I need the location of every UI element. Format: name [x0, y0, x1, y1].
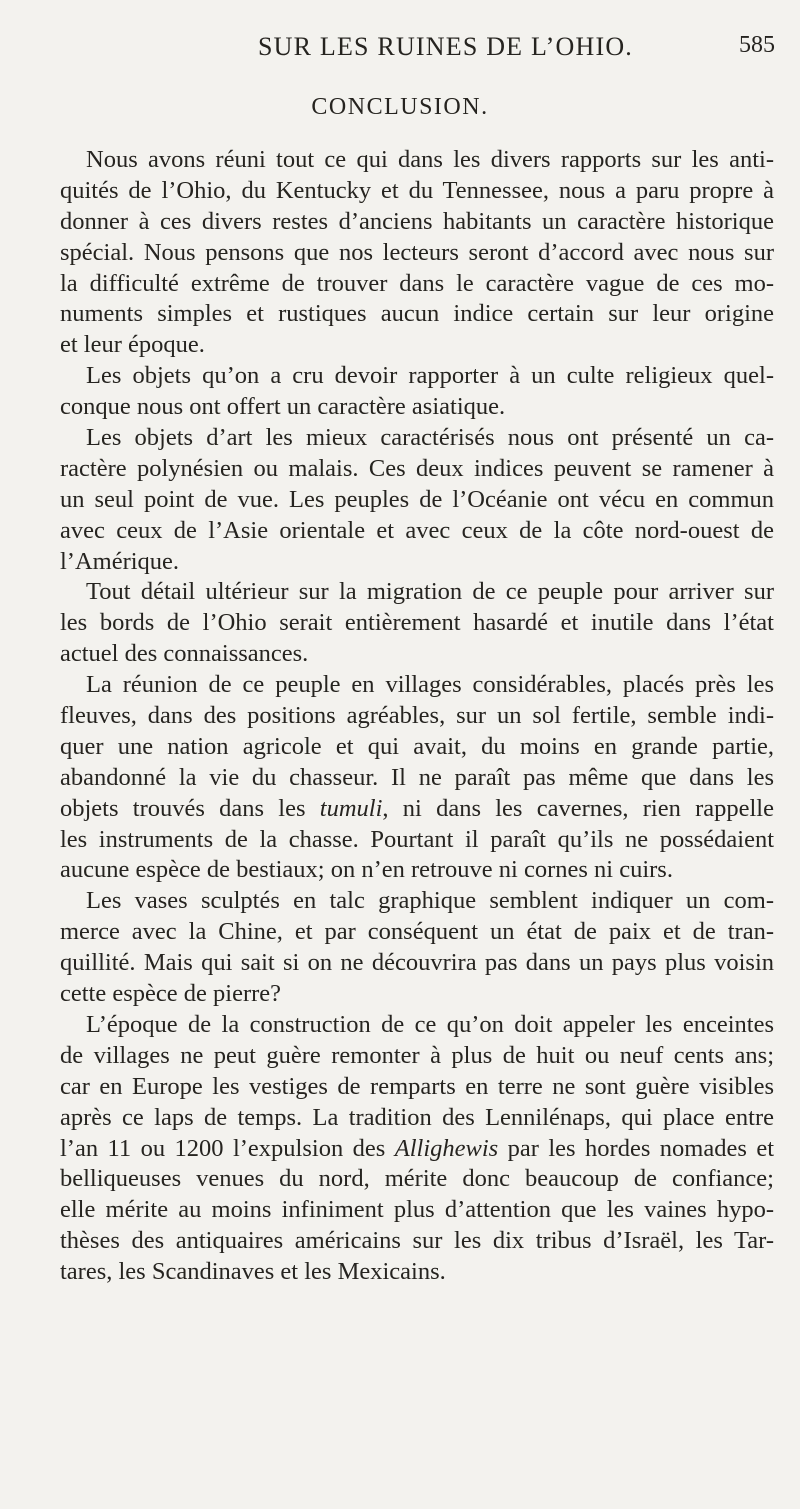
- text-line-tumuli: [60, 794, 774, 825]
- text-line: elle mérite au moins infiniment plus d’attention que les vaines hypo-: [60, 1196, 774, 1224]
- text-line: conque nous ont offert un caractère asiatique.: [60, 393, 506, 421]
- running-title: SUR LES RUINES DE L’OHIO.: [258, 32, 633, 61]
- text-line: cette espèce de pierre?: [60, 980, 282, 1008]
- text-line-allighewis: [60, 1134, 774, 1165]
- text-line: merce avec la Chine, et par conséquent un état de paix et de tran-: [60, 918, 774, 946]
- text-line: La réunion de ce peuple en villages considérables, placés près les: [86, 671, 774, 699]
- text-line: Les objets qu’on a cru devoir rapporter à un culte religieux quel-: [86, 362, 774, 390]
- text-line-part: objets trouvés dans les: [60, 794, 320, 822]
- text-line: la difficulté extrême de trouver dans le caractère vague de ces mo-: [60, 269, 774, 297]
- italic-term-tumuli: tumuli: [319, 794, 383, 822]
- text-line-part: par les hordes nomades et: [498, 1134, 775, 1162]
- text-line: Les vases sculptés en talc graphique semblent indiquer un com-: [86, 887, 774, 915]
- text-line: tares, les Scandinaves et les Mexicains.: [60, 1258, 446, 1286]
- text-line: Les objets d’art les mieux caractérisés nous ont présenté un ca-: [86, 424, 774, 452]
- text-line: après ce laps de temps. La tradition des Lennilénaps, qui place entre: [60, 1103, 774, 1131]
- text-line: belliqueuses venues du nord, mérite donc beaucoup de confiance;: [60, 1165, 774, 1193]
- running-head: [0, 32, 800, 72]
- section-title: CONCLUSION.: [311, 94, 489, 120]
- text-line: avec ceux de l’Asie orientale et avec ceux de la côte nord-ouest de: [60, 516, 774, 544]
- text-line: Nous avons réuni tout ce qui dans les divers rapports sur les anti-: [86, 146, 774, 173]
- text-line: l’Amérique.: [60, 547, 180, 575]
- text-line: donner à ces divers restes d’anciens habitants un caractère historique: [60, 207, 774, 235]
- text-line: quer une nation agricole et qui avait, du moins en grande partie,: [60, 732, 774, 760]
- text-line: quités de l’Ohio, du Kentucky et du Tennessee, nous a paru propre à: [60, 176, 774, 204]
- text-line: quillité. Mais qui sait si on ne découvrira pas dans un pays plus voisin: [60, 949, 774, 977]
- italic-term-allighewis: Allighewis: [394, 1134, 499, 1162]
- text-line: aucune espèce de bestiaux; on n’en retrouve ni cornes ni cuirs.: [60, 856, 673, 884]
- page-number: 585: [739, 32, 775, 58]
- text-line: fleuves, dans des positions agréables, sur un sol fertile, semble indi-: [60, 702, 774, 730]
- body-text: [60, 145, 774, 1288]
- text-line: car en Europe les vestiges de remparts en terre ne sont guère visibles: [60, 1072, 774, 1100]
- text-line-part: , ni dans les cavernes, rien rappelle: [382, 794, 774, 822]
- text-line: actuel des connaissances.: [60, 640, 309, 668]
- text-line: abandonné la vie du chasseur. Il ne paraît pas même que dans les: [60, 763, 774, 791]
- text-line: de villages ne peut guère remonter à plus de huit ou neuf cents ans;: [60, 1041, 774, 1069]
- text-line: les bords de l’Ohio serait entièrement hasardé et inutile dans l’état: [60, 609, 774, 637]
- text-line-part: l’an 11 ou 1200 l’expulsion des: [60, 1134, 395, 1162]
- text-line: un seul point de vue. Les peuples de l’Océanie ont vécu en commun: [60, 485, 774, 513]
- text-line: numents simples et rustiques aucun indice certain sur leur origine: [60, 300, 774, 328]
- text-line: Tout détail ultérieur sur la migration de ce peuple pour arriver sur: [86, 578, 774, 606]
- text-line: spécial. Nous pensons que nos lecteurs seront d’accord avec nous sur: [60, 238, 774, 266]
- text-line: ractère polynésien ou malais. Ces deux indices peuvent se ramener à: [60, 454, 774, 482]
- text-line: L’époque de la construction de ce qu’on doit appeler les enceintes: [86, 1010, 774, 1038]
- text-line: thèses des antiquaires américains sur les dix tribus d’Israël, les Tar-: [60, 1227, 774, 1255]
- text-line: les instruments de la chasse. Pourtant il paraît qu’ils ne possédaient: [60, 825, 774, 853]
- text-line: et leur époque.: [60, 331, 205, 359]
